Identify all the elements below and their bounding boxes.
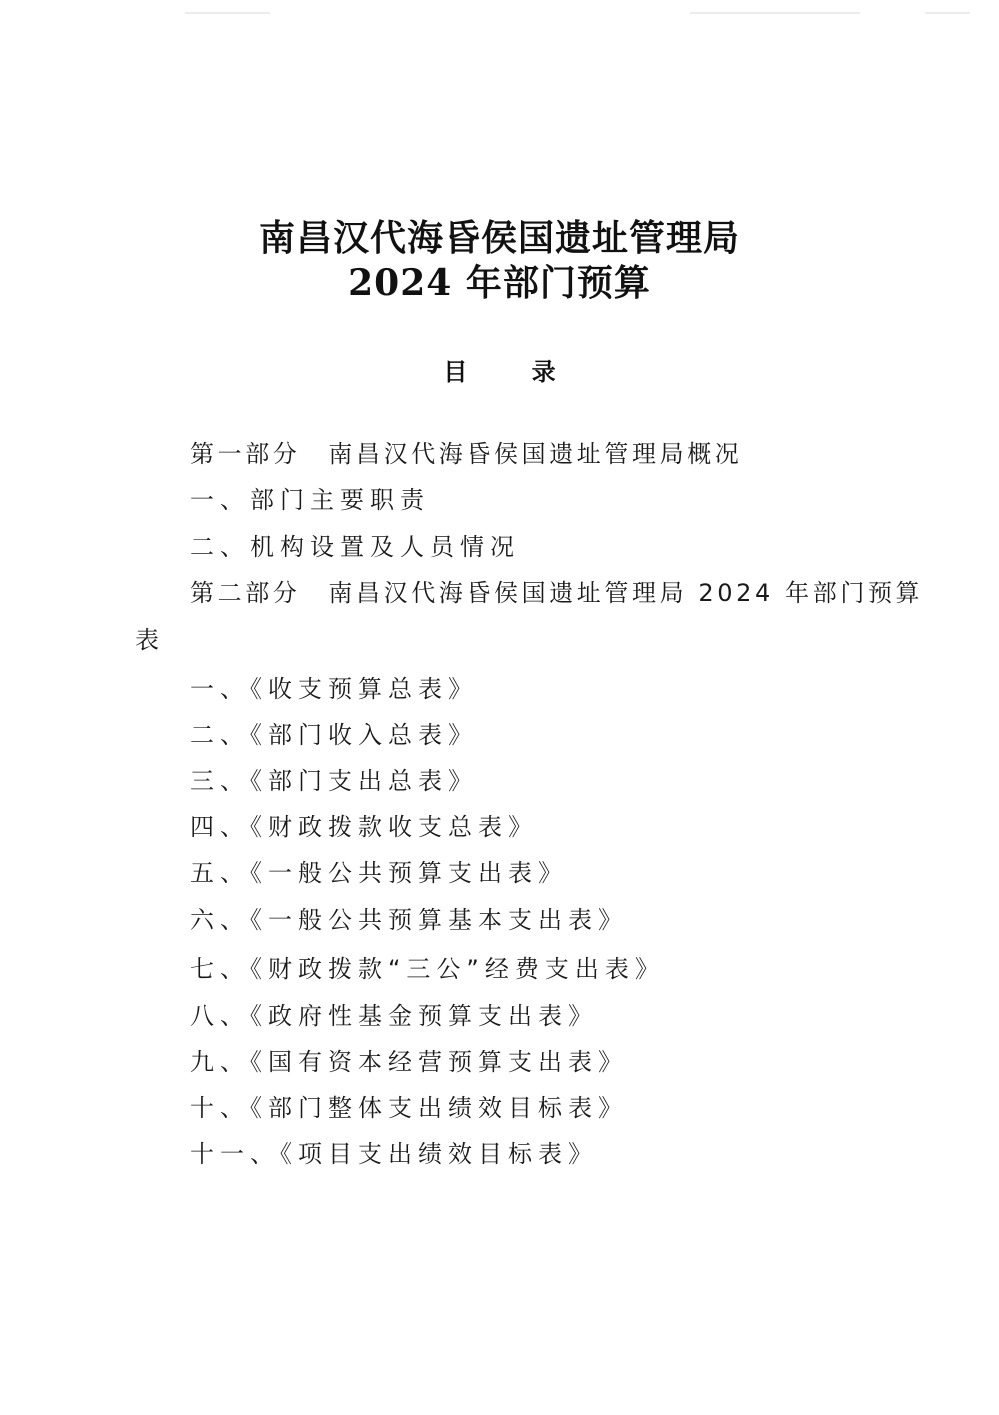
toc-heading: 目 录	[443, 358, 584, 386]
scan-artifact	[690, 12, 860, 14]
toc-part2-item-11: 十一、《项目支出绩效目标表》	[190, 1140, 598, 1168]
toc-part2-title-wrap: 表	[135, 626, 163, 654]
toc-part2-item-8: 八、《政府性基金预算支出表》	[190, 1002, 598, 1030]
document-title: 南昌汉代海昏侯国遗址管理局	[258, 217, 740, 259]
toc-part2-item-6: 六、《一般公共预算基本支出表》	[190, 906, 628, 934]
scan-artifact	[185, 12, 270, 14]
toc-part2-item-5: 五、《一般公共预算支出表》	[190, 859, 568, 887]
toc-part2-label: 第二部分	[190, 579, 301, 607]
toc-part1-title: 南昌汉代海昏侯国遗址管理局概况	[328, 440, 743, 468]
toc-part2	[190, 581, 923, 605]
toc-part1-item-2: 二、机构设置及人员情况	[190, 533, 520, 561]
toc-part2-item-9: 九、《国有资本经营预算支出表》	[190, 1048, 628, 1076]
toc-part2-item-1: 一、《收支预算总表》	[190, 675, 478, 703]
toc-part2-item-4: 四、《财政拨款收支总表》	[190, 813, 538, 841]
toc-part2-item-3: 三、《部门支出总表》	[190, 767, 478, 795]
toc-part2-item-10: 十、《部门整体支出绩效目标表》	[190, 1094, 628, 1122]
toc-part1-item-1: 一、部门主要职责	[190, 486, 430, 514]
toc-part2-item-2: 二、《部门收入总表》	[190, 721, 478, 749]
toc-part1-label: 第一部分	[190, 440, 301, 468]
toc-part2-item-7: 七、《财政拨款“三公”经费支出表》	[190, 955, 665, 983]
toc-part2-title: 南昌汉代海昏侯国遗址管理局 2024 年部门预算	[328, 579, 924, 607]
toc-part1	[190, 442, 742, 466]
scan-artifact	[925, 12, 970, 14]
document-subtitle: 2024 年部门预算	[348, 262, 651, 304]
